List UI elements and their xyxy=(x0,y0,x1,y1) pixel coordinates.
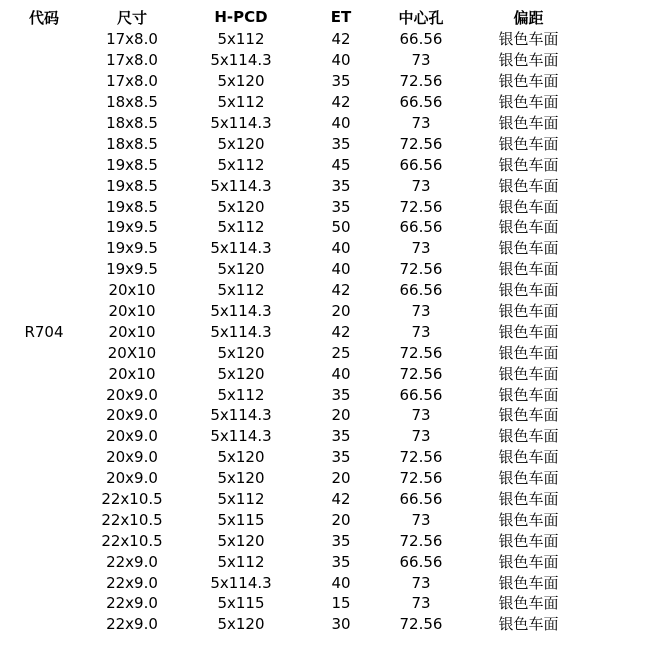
et-cell: 40 xyxy=(331,239,351,258)
table-row xyxy=(0,426,591,447)
pcd-cell: 5x114.3 xyxy=(210,573,272,592)
header-size: 尺寸 xyxy=(116,8,147,27)
size-cell: 22x10.5 xyxy=(101,490,163,509)
size-cell: 19x9.5 xyxy=(106,239,158,258)
et-cell: 40 xyxy=(331,114,351,132)
offset-cell: 银色车面 xyxy=(498,51,559,70)
pcd-cell: 5x115 xyxy=(217,510,265,529)
pcd-cell: 5x112 xyxy=(217,490,265,509)
offset-cell: 银色车面 xyxy=(498,281,559,300)
et-cell: 35 xyxy=(331,134,351,153)
size-cell: 17x8.0 xyxy=(106,30,158,49)
table-row xyxy=(0,321,591,342)
et-cell: 35 xyxy=(331,552,351,571)
offset-cell: 银色车面 xyxy=(498,30,559,49)
bore-cell: 73 xyxy=(411,176,431,195)
offset-cell: 银色车面 xyxy=(498,552,559,571)
table-row xyxy=(0,301,591,322)
size-cell: 18x8.5 xyxy=(106,114,158,132)
size-cell: 20x9.0 xyxy=(106,406,158,425)
bore-cell: 72.56 xyxy=(399,469,443,488)
bore-cell: 72.56 xyxy=(399,197,443,216)
offset-cell: 银色车面 xyxy=(498,218,559,237)
table-row xyxy=(0,468,591,489)
size-cell: 20x9.0 xyxy=(106,427,158,446)
table-row xyxy=(0,593,591,614)
table-body xyxy=(0,29,591,635)
et-cell: 42 xyxy=(331,281,351,300)
et-cell: 40 xyxy=(331,573,351,592)
pcd-cell: 5x120 xyxy=(217,72,265,91)
pcd-cell: 5x112 xyxy=(217,281,265,300)
size-cell: 20X10 xyxy=(107,343,157,362)
bore-cell: 73 xyxy=(411,427,431,446)
table-row xyxy=(0,133,591,154)
bore-cell: 66.56 xyxy=(399,385,443,404)
size-cell: 22x10.5 xyxy=(101,510,163,529)
header-offset: 偏距 xyxy=(513,8,544,27)
size-cell: 20x9.0 xyxy=(106,469,158,488)
size-cell: 22x10.5 xyxy=(101,531,163,550)
table-row xyxy=(0,489,591,510)
pcd-cell: 5x114.3 xyxy=(210,51,272,70)
table-row xyxy=(0,530,591,551)
offset-cell: 银色车面 xyxy=(498,490,559,509)
offset-cell: 银色车面 xyxy=(498,114,559,132)
header-bore: 中心孔 xyxy=(398,8,444,27)
et-cell: 35 xyxy=(331,427,351,446)
size-cell: 17x8.0 xyxy=(106,72,158,91)
offset-cell: 银色车面 xyxy=(498,594,559,613)
offset-cell: 银色车面 xyxy=(498,343,559,362)
size-cell: 20x10 xyxy=(108,322,156,341)
offset-cell: 银色车面 xyxy=(498,469,559,488)
table-row xyxy=(0,238,591,259)
table-row xyxy=(0,175,591,196)
offset-cell: 银色车面 xyxy=(498,427,559,446)
pcd-cell: 5x114.3 xyxy=(210,302,272,321)
size-cell: 19x9.5 xyxy=(106,260,158,279)
table-row xyxy=(0,217,591,238)
et-cell: 42 xyxy=(331,490,351,509)
offset-cell: 银色车面 xyxy=(498,615,559,634)
offset-cell: 银色车面 xyxy=(498,510,559,529)
size-cell: 18x8.5 xyxy=(106,134,158,153)
pcd-cell: 5x114.3 xyxy=(210,406,272,425)
offset-cell: 银色车面 xyxy=(498,448,559,467)
offset-cell: 银色车面 xyxy=(498,72,559,91)
bore-cell: 66.56 xyxy=(399,281,443,300)
size-cell: 20x10 xyxy=(108,364,156,383)
bore-cell: 72.56 xyxy=(399,260,443,279)
table-row xyxy=(0,154,591,175)
et-cell: 20 xyxy=(331,302,351,321)
size-cell: 17x8.0 xyxy=(106,51,158,70)
pcd-cell: 5x112 xyxy=(217,552,265,571)
pcd-cell: 5x120 xyxy=(217,343,265,362)
table-row xyxy=(0,113,591,134)
et-cell: 50 xyxy=(331,218,351,237)
pcd-cell: 5x120 xyxy=(217,469,265,488)
pcd-cell: 5x114.3 xyxy=(210,239,272,258)
offset-cell: 银色车面 xyxy=(498,93,559,112)
table-row xyxy=(0,342,591,363)
table-row xyxy=(0,447,591,468)
pcd-cell: 5x114.3 xyxy=(210,176,272,195)
offset-cell: 银色车面 xyxy=(498,176,559,195)
et-cell: 42 xyxy=(331,30,351,49)
bore-cell: 73 xyxy=(411,239,431,258)
et-cell: 40 xyxy=(331,260,351,279)
size-cell: 20x9.0 xyxy=(106,448,158,467)
offset-cell: 银色车面 xyxy=(498,260,559,279)
size-cell: 20x10 xyxy=(108,281,156,300)
pcd-cell: 5x114.3 xyxy=(210,322,272,341)
bore-cell: 73 xyxy=(411,114,431,132)
table-row xyxy=(0,196,591,217)
pcd-cell: 5x120 xyxy=(217,260,265,279)
bore-cell: 73 xyxy=(411,573,431,592)
bore-cell: 66.56 xyxy=(399,552,443,571)
bore-cell: 72.56 xyxy=(399,134,443,153)
offset-cell: 银色车面 xyxy=(498,155,559,174)
bore-cell: 66.56 xyxy=(399,93,443,112)
et-cell: 42 xyxy=(331,93,351,112)
table-row xyxy=(0,405,591,426)
offset-cell: 银色车面 xyxy=(498,302,559,321)
et-cell: 15 xyxy=(331,594,351,613)
size-cell: 18x8.5 xyxy=(106,93,158,112)
offset-cell: 银色车面 xyxy=(498,197,559,216)
code-cell: R704 xyxy=(24,322,64,341)
pcd-cell: 5x115 xyxy=(217,594,265,613)
et-cell: 20 xyxy=(331,510,351,529)
table-row xyxy=(0,280,591,301)
wheel-spec-table xyxy=(0,5,591,635)
pcd-cell: 5x120 xyxy=(217,134,265,153)
bore-cell: 72.56 xyxy=(399,364,443,383)
size-cell: 22x9.0 xyxy=(106,573,158,592)
et-cell: 40 xyxy=(331,364,351,383)
table-row xyxy=(0,363,591,384)
table-header xyxy=(0,5,591,29)
table-row xyxy=(0,551,591,572)
pcd-cell: 5x112 xyxy=(217,218,265,237)
pcd-cell: 5x114.3 xyxy=(210,114,272,132)
bore-cell: 72.56 xyxy=(399,531,443,550)
bore-cell: 66.56 xyxy=(399,155,443,174)
et-cell: 35 xyxy=(331,531,351,550)
size-cell: 20x10 xyxy=(108,302,156,321)
bore-cell: 73 xyxy=(411,510,431,529)
et-cell: 20 xyxy=(331,406,351,425)
pcd-cell: 5x120 xyxy=(217,531,265,550)
bore-cell: 72.56 xyxy=(399,448,443,467)
et-cell: 35 xyxy=(331,448,351,467)
offset-cell: 银色车面 xyxy=(498,573,559,592)
header-code: 代码 xyxy=(28,8,59,27)
et-cell: 35 xyxy=(331,72,351,91)
table-row xyxy=(0,92,591,113)
header-et: ET xyxy=(330,8,352,26)
pcd-cell: 5x120 xyxy=(217,197,265,216)
size-cell: 20x9.0 xyxy=(106,385,158,404)
bore-cell: 73 xyxy=(411,406,431,425)
bore-cell: 66.56 xyxy=(399,490,443,509)
bore-cell: 73 xyxy=(411,322,431,341)
header-pcd: H-PCD xyxy=(214,8,268,26)
size-cell: 19x8.5 xyxy=(106,155,158,174)
bore-cell: 73 xyxy=(411,51,431,70)
table-row xyxy=(0,50,591,71)
table-row xyxy=(0,614,591,635)
et-cell: 35 xyxy=(331,385,351,404)
offset-cell: 银色车面 xyxy=(498,364,559,383)
bore-cell: 72.56 xyxy=(399,343,443,362)
table-row xyxy=(0,572,591,593)
pcd-cell: 5x114.3 xyxy=(210,427,272,446)
table-row xyxy=(0,71,591,92)
offset-cell: 银色车面 xyxy=(498,134,559,153)
header-row xyxy=(0,5,591,29)
et-cell: 20 xyxy=(331,469,351,488)
pcd-cell: 5x112 xyxy=(217,93,265,112)
bore-cell: 73 xyxy=(411,594,431,613)
table-row xyxy=(0,29,591,50)
pcd-cell: 5x112 xyxy=(217,30,265,49)
offset-cell: 银色车面 xyxy=(498,385,559,404)
pcd-cell: 5x112 xyxy=(217,155,265,174)
size-cell: 19x9.5 xyxy=(106,218,158,237)
bore-cell: 66.56 xyxy=(399,218,443,237)
size-cell: 19x8.5 xyxy=(106,197,158,216)
et-cell: 30 xyxy=(331,615,351,634)
bore-cell: 66.56 xyxy=(399,30,443,49)
et-cell: 25 xyxy=(331,343,351,362)
size-cell: 22x9.0 xyxy=(106,615,158,634)
offset-cell: 银色车面 xyxy=(498,406,559,425)
et-cell: 45 xyxy=(331,155,351,174)
pcd-cell: 5x112 xyxy=(217,385,265,404)
pcd-cell: 5x120 xyxy=(217,364,265,383)
offset-cell: 银色车面 xyxy=(498,239,559,258)
bore-cell: 72.56 xyxy=(399,72,443,91)
table-row xyxy=(0,259,591,280)
size-cell: 22x9.0 xyxy=(106,594,158,613)
et-cell: 40 xyxy=(331,51,351,70)
table-row xyxy=(0,384,591,405)
bore-cell: 72.56 xyxy=(399,615,443,634)
table-row xyxy=(0,509,591,530)
size-cell: 22x9.0 xyxy=(106,552,158,571)
et-cell: 35 xyxy=(331,197,351,216)
pcd-cell: 5x120 xyxy=(217,448,265,467)
size-cell: 19x8.5 xyxy=(106,176,158,195)
offset-cell: 银色车面 xyxy=(498,531,559,550)
pcd-cell: 5x120 xyxy=(217,615,265,634)
bore-cell: 73 xyxy=(411,302,431,321)
et-cell: 35 xyxy=(331,176,351,195)
et-cell: 42 xyxy=(331,322,351,341)
offset-cell: 银色车面 xyxy=(498,322,559,341)
